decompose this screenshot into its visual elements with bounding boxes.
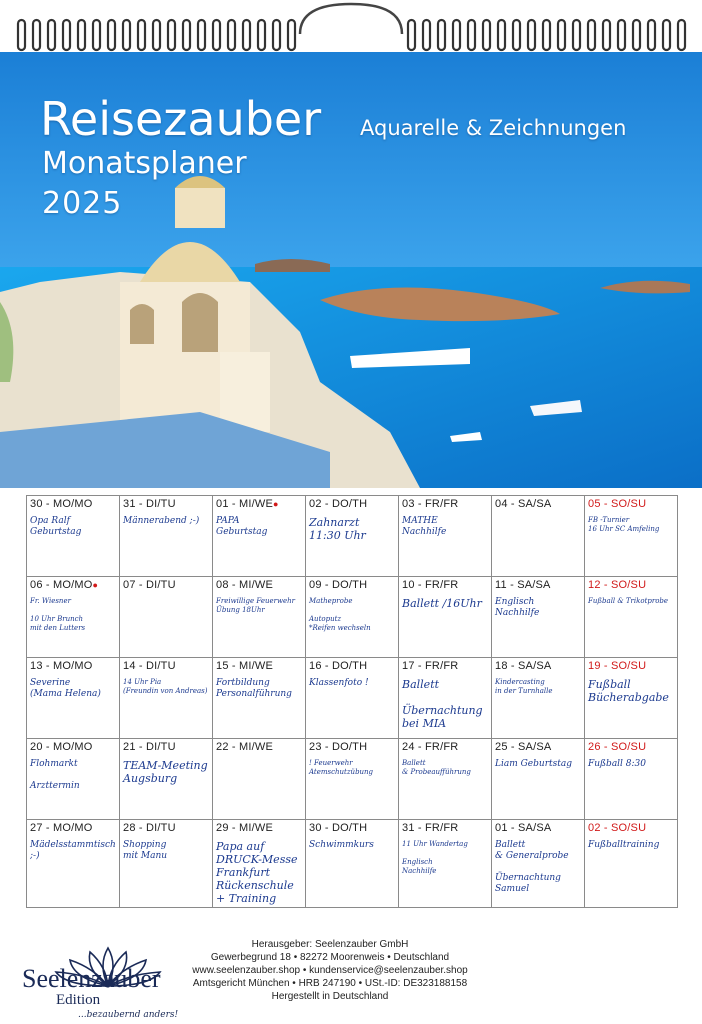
- handwritten-note: Englisch Nachhilfe: [495, 597, 540, 618]
- calendar-day-cell[interactable]: [213, 496, 306, 577]
- calendar-day-cell[interactable]: [120, 496, 213, 577]
- day-label-text: 06 - MO/MO: [30, 579, 93, 591]
- day-label-text: 09 - DO/TH: [309, 579, 368, 591]
- calendar-day-cell[interactable]: [27, 820, 120, 908]
- calendar-day-cell[interactable]: [492, 739, 585, 820]
- binding-coil-icon: [198, 20, 205, 50]
- day-label-text: 02 - SO/SU: [588, 822, 647, 834]
- handwritten-note: TEAM-Meeting Augsburg: [123, 759, 208, 785]
- handwritten-note: Fußballtraining: [588, 840, 660, 850]
- handwritten-note: Schwimmkurs: [309, 840, 374, 850]
- handwritten-note: Flohmarkt Arzttermin: [30, 759, 80, 791]
- footer: [0, 912, 702, 1024]
- day-label: [495, 822, 581, 834]
- brand-name: Seelenzauber: [22, 964, 161, 993]
- day-label-text: 24 - FR/FR: [402, 741, 459, 753]
- handwritten-note: Ballett & Generalprobe Übernachtung Samuel: [495, 840, 569, 894]
- handwritten-note: Fortbildung Personalführung: [216, 678, 292, 699]
- day-label: [30, 660, 116, 672]
- brand-slogan: ...bezaubernd anders!: [78, 1010, 179, 1020]
- handwritten-note: MATHE Nachhilfe: [402, 516, 447, 537]
- handwritten-note: Opa Ralf Geburtstag: [30, 516, 82, 537]
- binding-coil-icon: [633, 20, 640, 50]
- day-label: [588, 660, 674, 672]
- binding-coil-icon: [618, 20, 625, 50]
- handwritten-note: FB -Turnier 16 Uhr SC Amfeling: [588, 516, 660, 533]
- day-label-text: 31 - FR/FR: [402, 822, 459, 834]
- day-label-text: 16 - DO/TH: [309, 660, 368, 672]
- binding-coil-icon: [213, 20, 220, 50]
- binding-coil-icon: [93, 20, 100, 50]
- binding-coil-icon: [453, 20, 460, 50]
- day-label-text: 08 - MI/WE: [216, 579, 274, 591]
- calendar-day-cell[interactable]: [492, 577, 585, 658]
- handwritten-note: Severine (Mama Helena): [30, 678, 101, 699]
- binding-coil-icon: [498, 20, 505, 50]
- handwritten-note: Shopping mit Manu: [123, 840, 168, 861]
- binding-coil-icon: [543, 20, 550, 50]
- day-label-text: 01 - SA/SA: [495, 822, 552, 834]
- calendar-day-cell[interactable]: [120, 739, 213, 820]
- day-label-text: 30 - DO/TH: [309, 822, 368, 834]
- calendar-day-cell[interactable]: [120, 577, 213, 658]
- handwritten-note: Fußball & Trikotprobe: [588, 597, 669, 605]
- binding-coil-icon: [288, 20, 295, 50]
- imprint: [190, 938, 470, 1003]
- calendar-day-cell[interactable]: [213, 739, 306, 820]
- day-label: [309, 741, 395, 753]
- binding-coil-icon: [273, 20, 280, 50]
- day-label: [216, 741, 302, 753]
- day-label-text: 12 - SO/SU: [588, 579, 647, 591]
- day-label-text: 01 - MI/WE: [216, 498, 274, 510]
- day-label: [588, 498, 674, 510]
- calendar-day-cell[interactable]: [306, 577, 399, 658]
- day-label: [495, 660, 581, 672]
- day-label-text: 25 - SA/SA: [495, 741, 552, 753]
- day-label: [588, 741, 674, 753]
- day-label-text: 31 - DI/TU: [123, 498, 176, 510]
- binding-coil-icon: [423, 20, 430, 50]
- cover-title-planner: Monatsplaner: [42, 146, 247, 181]
- binding-coil-icon: [18, 20, 25, 50]
- day-label-text: 30 - MO/MO: [30, 498, 93, 510]
- day-label: [216, 660, 302, 672]
- handwritten-note: Papa auf DRUCK-Messe Frankfurt Rückenschule + Training: [216, 840, 298, 905]
- day-label: [402, 660, 488, 672]
- day-label: [123, 822, 209, 834]
- marker-dot-icon: ●: [92, 580, 99, 590]
- binding-coil-icon: [558, 20, 565, 50]
- binding-coil-icon: [663, 20, 670, 50]
- day-label: [30, 822, 116, 834]
- calendar-day-cell[interactable]: [399, 658, 492, 739]
- day-label: [216, 579, 302, 591]
- handwritten-note: Mädelsstammtisch ;-): [30, 840, 116, 861]
- day-label-text: 13 - MO/MO: [30, 660, 93, 672]
- binding-coil-icon: [528, 20, 535, 50]
- handwritten-note: Fußball Bücherabgabe: [588, 678, 669, 704]
- day-label-text: 21 - DI/TU: [123, 741, 176, 753]
- day-label-text: 05 - SO/SU: [588, 498, 647, 510]
- binding-coil-icon: [138, 20, 145, 50]
- day-label: [123, 579, 209, 591]
- calendar-day-cell[interactable]: [399, 739, 492, 820]
- day-label: [402, 579, 488, 591]
- binding-coil-icon: [438, 20, 445, 50]
- calendar-day-cell[interactable]: [27, 577, 120, 658]
- day-label: [495, 498, 581, 510]
- day-label: [30, 498, 116, 510]
- binding-coil-icon: [183, 20, 190, 50]
- binding-coil-icon: [228, 20, 235, 50]
- calendar-day-cell[interactable]: [585, 658, 678, 739]
- calendar-day-cell[interactable]: [585, 820, 678, 908]
- calendar-day-cell[interactable]: [213, 820, 306, 908]
- binding-coil-icon: [63, 20, 70, 50]
- binding-coil-icon: [573, 20, 580, 50]
- day-label: [402, 741, 488, 753]
- calendar-day-cell[interactable]: [120, 658, 213, 739]
- day-label: [588, 822, 674, 834]
- day-label: [495, 579, 581, 591]
- day-label: [216, 822, 302, 834]
- cover-title: Reisezauber: [40, 92, 322, 146]
- day-label: [309, 660, 395, 672]
- day-label: [123, 660, 209, 672]
- imprint-line: Amtsgericht München • HRB 247190 • USt.-ID: DE323188158: [192, 978, 468, 989]
- calendar-day-cell[interactable]: [399, 820, 492, 908]
- binding-coil-icon: [123, 20, 130, 50]
- binding-coil-icon: [108, 20, 115, 50]
- day-label-text: 19 - SO/SU: [588, 660, 647, 672]
- day-label: [216, 498, 302, 510]
- imprint-line: www.seelenzauber.shop • kundenservice@seelenzauber.shop: [192, 965, 468, 976]
- day-label-text: 23 - DO/TH: [309, 741, 368, 753]
- binding-coil-icon: [168, 20, 175, 50]
- binding-coil-icon: [243, 20, 250, 50]
- marker-dot-icon: ●: [273, 499, 279, 509]
- day-label-text: 10 - FR/FR: [402, 579, 459, 591]
- handwritten-note: Zahnarzt 11:30 Uhr: [309, 516, 366, 542]
- day-label-text: 17 - FR/FR: [402, 660, 459, 672]
- calendar-day-cell[interactable]: [585, 496, 678, 577]
- day-label-text: 29 - MI/WE: [216, 822, 274, 834]
- calendar-week-row: [27, 658, 678, 739]
- day-label-text: 26 - SO/SU: [588, 741, 647, 753]
- day-label-text: 20 - MO/MO: [30, 741, 93, 753]
- calendar-week-row: [27, 820, 678, 908]
- handwritten-note: ! Feuerwehr Atemschutzübung: [309, 759, 374, 776]
- handwritten-note: 11 Uhr Wandertag Englisch Nachhilfe: [402, 840, 468, 875]
- binding-coil-icon: [468, 20, 475, 50]
- calendar-day-cell[interactable]: [306, 820, 399, 908]
- calendar-day-cell[interactable]: [213, 577, 306, 658]
- day-label-text: 18 - SA/SA: [495, 660, 552, 672]
- calendar-day-cell[interactable]: [27, 496, 120, 577]
- imprint-line: Hergestellt in Deutschland: [271, 991, 389, 1002]
- day-label: [123, 741, 209, 753]
- day-label: [402, 822, 488, 834]
- calendar-day-cell[interactable]: [27, 658, 120, 739]
- binding-coil-icon: [678, 20, 685, 50]
- handwritten-note: 14 Uhr Pia (Freundin von Andreas): [123, 678, 208, 695]
- calendar-day-cell[interactable]: [306, 496, 399, 577]
- calendar-day-cell[interactable]: [213, 658, 306, 739]
- day-label: [309, 822, 395, 834]
- calendar-day-cell[interactable]: [120, 820, 213, 908]
- handwritten-note: Kindercasting in der Turnhalle: [495, 678, 553, 695]
- binding-coil-icon: [483, 20, 490, 50]
- day-label-text: 14 - DI/TU: [123, 660, 176, 672]
- day-label: [30, 579, 116, 591]
- handwritten-note: Ballett Übernachtung bei MIA: [402, 678, 483, 730]
- day-label-text: 11 - SA/SA: [495, 579, 551, 591]
- brand-edition: Edition: [56, 992, 101, 1008]
- binding-coil-icon: [603, 20, 610, 50]
- day-label-text: 04 - SA/SA: [495, 498, 552, 510]
- imprint-line: Herausgeber: Seelenzauber GmbH: [251, 939, 409, 950]
- calendar-day-cell[interactable]: [306, 658, 399, 739]
- binding-coil-icon: [648, 20, 655, 50]
- day-label: [309, 579, 395, 591]
- handwritten-note: PAPA Geburtstag: [216, 516, 268, 537]
- calendar-day-cell[interactable]: [492, 658, 585, 739]
- calendar-week-row: [27, 739, 678, 820]
- calendar-day-cell[interactable]: [27, 739, 120, 820]
- calendar-day-cell[interactable]: [585, 739, 678, 820]
- imprint-line: Gewerbegrund 18 • 82272 Moorenweis • Deutschland: [210, 952, 450, 963]
- calendar-week-row: [27, 496, 678, 577]
- day-label-text: 27 - MO/MO: [30, 822, 93, 834]
- calendar-day-cell[interactable]: [399, 496, 492, 577]
- day-label-text: 28 - DI/TU: [123, 822, 176, 834]
- calendar-week-row: [27, 577, 678, 658]
- handwritten-note: Matheprobe Autoputz *Reifen wechseln: [309, 597, 371, 632]
- binding-coil-icon: [153, 20, 160, 50]
- day-label-text: 22 - MI/WE: [216, 741, 274, 753]
- day-label: [30, 741, 116, 753]
- day-label: [123, 498, 209, 510]
- handwritten-note: Fußball 8:30: [588, 759, 647, 769]
- day-label-text: 03 - FR/FR: [402, 498, 459, 510]
- day-label: [588, 579, 674, 591]
- binding-coil-icon: [588, 20, 595, 50]
- cover-illustration: [0, 52, 702, 488]
- binding-coil-icon: [33, 20, 40, 50]
- cover-subtitle: Aquarelle & Zeichnungen: [360, 116, 627, 140]
- day-label: [402, 498, 488, 510]
- handwritten-note: Ballett /16Uhr: [402, 597, 482, 610]
- calendar-day-cell[interactable]: [492, 496, 585, 577]
- day-label-text: 15 - MI/WE: [216, 660, 274, 672]
- handwritten-note: Freiwillige Feuerwehr Übung 18Uhr: [216, 597, 295, 614]
- binding-coil-icon: [78, 20, 85, 50]
- calendar-day-cell[interactable]: [306, 739, 399, 820]
- cover-year: 2025: [42, 186, 123, 221]
- handwritten-note: Ballett & Probeaufführung: [402, 759, 471, 776]
- day-label-text: 07 - DI/TU: [123, 579, 176, 591]
- day-label: [309, 498, 395, 510]
- calendar-day-cell[interactable]: [399, 577, 492, 658]
- handwritten-note: Liam Geburtstag: [495, 759, 572, 769]
- binding-coil-icon: [408, 20, 415, 50]
- day-label-text: 02 - DO/TH: [309, 498, 368, 510]
- calendar-day-cell[interactable]: [492, 820, 585, 908]
- day-label: [495, 741, 581, 753]
- handwritten-note: Männerabend ;-): [123, 516, 200, 526]
- binding-coil-icon: [48, 20, 55, 50]
- handwritten-note: Klassenfoto !: [309, 678, 369, 688]
- calendar-day-cell[interactable]: [585, 577, 678, 658]
- binding-coil-icon: [513, 20, 520, 50]
- binding-coil-icon: [258, 20, 265, 50]
- calendar-grid: [26, 495, 678, 908]
- handwritten-note: Fr. Wiesner 10 Uhr Brunch mit den Lutters: [30, 597, 86, 632]
